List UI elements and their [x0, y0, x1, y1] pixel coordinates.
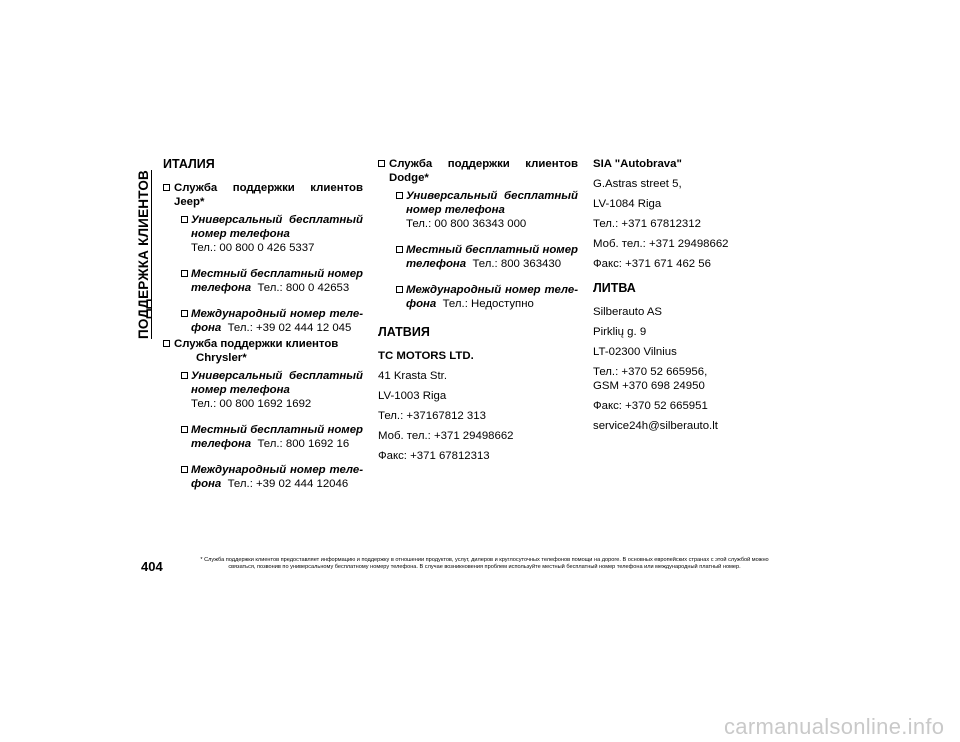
- company-name: Silberauto AS: [593, 306, 663, 318]
- address-line: G.Astras street 5,: [593, 178, 682, 190]
- dodge-item-local: Местный бесплатный номер телефона Тел.: 800 363430: [396, 243, 578, 271]
- square-bullet-icon: [163, 340, 170, 347]
- dodge-item-universal: Универсальный бесплатный номер телефона Тел.: 00 800 36343 000: [396, 189, 578, 231]
- watermark: carmanualsonline.info: [724, 714, 945, 739]
- address-line: 41 Krasta Str.: [378, 370, 448, 382]
- chrysler-item-universal: Универсальный бесплатный номер телефона Тел.: 00 800 1692 1692: [181, 369, 363, 411]
- address-line: LT-02300 Vilnius: [593, 346, 677, 358]
- side-section-title: ПОДДЕРЖКА КЛИЕНТОВ: [136, 170, 151, 339]
- square-bullet-icon: [396, 192, 403, 199]
- dodge-item-international: Международный номер теле-фона Тел.: Недоступно: [396, 283, 578, 311]
- square-bullet-icon: [396, 286, 403, 293]
- company-name: SIA "Autobrava": [593, 158, 682, 170]
- column-dodge-latvia: [378, 157, 578, 469]
- heading-lithuania: ЛИТВА: [593, 281, 636, 295]
- email-line: service24h@silberauto.lt: [593, 420, 718, 432]
- jeep-item-local: Местный бесплатный номер телефона Тел.: 800 0 42653: [181, 267, 363, 295]
- fax-line: Факс: +371 67812313: [378, 450, 490, 462]
- chrysler-item-international: Международный номер теле-фона Тел.: +39 02 444 12046: [181, 463, 363, 491]
- square-bullet-icon: [181, 426, 188, 433]
- column-italy: [163, 157, 363, 503]
- phone-line: Тел.: +37167812 313: [378, 410, 486, 422]
- fax-line: Факс: +370 52 665951: [593, 400, 708, 412]
- section-dodge: Служба поддержки клиентов Dodge*: [378, 157, 578, 185]
- mobile-line: Моб. тел.: +371 29498662: [378, 430, 514, 442]
- company-name: TC MOTORS LTD.: [378, 350, 474, 362]
- square-bullet-icon: [378, 160, 385, 167]
- address-line: Pirklių g. 9: [593, 326, 647, 338]
- jeep-item-universal: Универсальный бесплатный номер телефона Тел.: 00 800 0 426 5337: [181, 213, 363, 255]
- mobile-line: Моб. тел.: +371 29498662: [593, 238, 729, 250]
- heading-italy: ИТАЛИЯ: [163, 157, 215, 171]
- phone-line: Тел.: +370 52 665956, GSM +370 698 24950: [593, 366, 708, 392]
- address-line: LV-1003 Riga: [378, 390, 447, 402]
- square-bullet-icon: [396, 246, 403, 253]
- square-bullet-icon: [181, 372, 188, 379]
- fax-line: Факс: +371 671 462 56: [593, 258, 711, 270]
- square-bullet-icon: [181, 270, 188, 277]
- square-bullet-icon: [181, 466, 188, 473]
- column-latvia-lithuania: [593, 157, 793, 439]
- square-bullet-icon: [181, 216, 188, 223]
- square-bullet-icon: [163, 184, 170, 191]
- section-jeep: Служба поддержки клиентов Jeep*: [163, 181, 363, 209]
- phone-line: Тел.: +371 67812312: [593, 218, 701, 230]
- jeep-item-international: Международный номер теле-фона Тел.: +39 02 444 12 045: [181, 307, 363, 335]
- square-bullet-icon: [181, 310, 188, 317]
- address-line: LV-1084 Riga: [593, 198, 662, 210]
- section-chrysler: Служба поддержки клиентов Chrysler*: [163, 337, 363, 365]
- footnote: * Служба поддержки клиентов предоставляет информацию и поддержку в отношении продуктов, услуг, дилеров и круглосуточных телефонов помощи на дороге. В основных европейских странах с этой службой можно связаться, позвонив по универсальному бесплатному номеру телефона. В случае возникновения проблем используйте местный бесплатный номер телефона или международный платный номер.: [200, 557, 769, 570]
- chrysler-item-local: Местный бесплатный номер телефона Тел.: 800 1692 16: [181, 423, 363, 451]
- heading-latvia: ЛАТВИЯ: [378, 325, 430, 339]
- page-number: 404: [141, 559, 163, 574]
